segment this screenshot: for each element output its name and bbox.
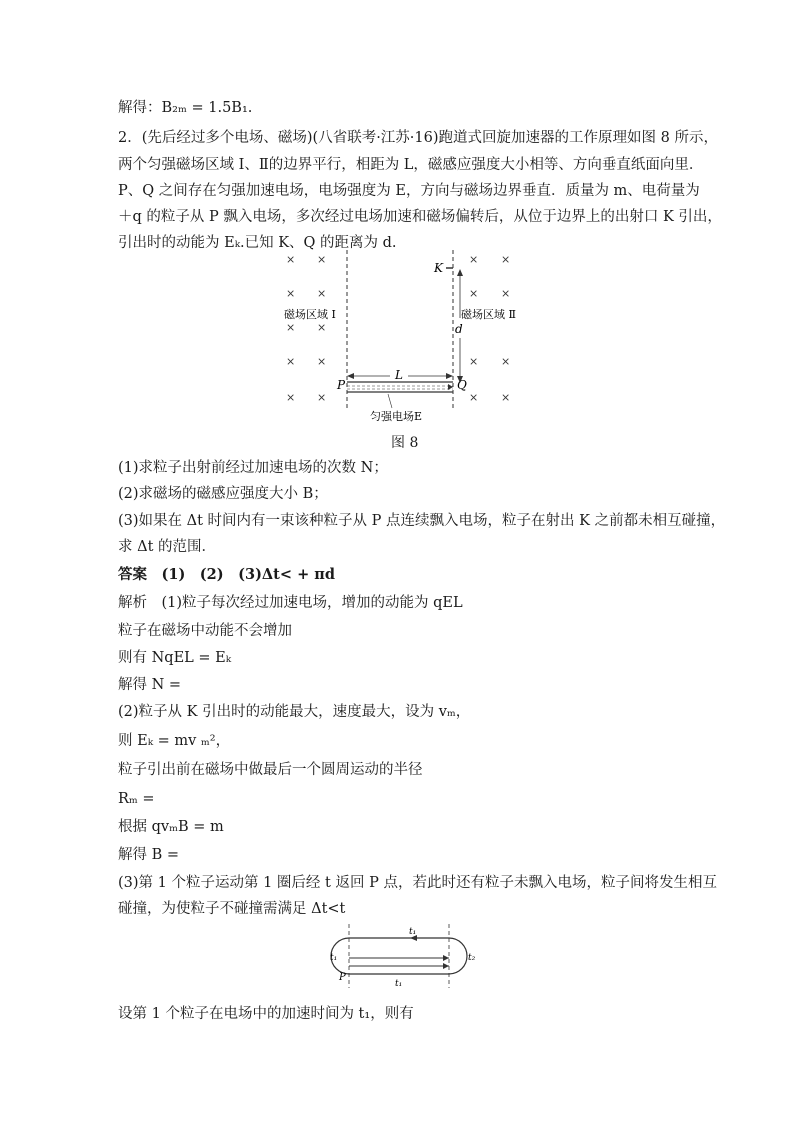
cross-mark: × <box>501 391 511 404</box>
field-label: 匀强电场E <box>370 410 423 423</box>
figure-8 <box>270 248 530 428</box>
text-line: ＋q 的粒子从 P 飘入电场，多次经过电场加速和磁场偏转后，从位于边界上的出射口 K 引出， <box>118 209 722 225</box>
arrow-up-icon <box>457 269 463 276</box>
arrow-right-icon <box>443 963 449 969</box>
text-line: 引出时的动能为 Eₖ.已知 K、Q 的距离为 d. <box>118 235 397 251</box>
text-line: (1)求粒子出射前经过加速电场的次数 N； <box>118 460 388 476</box>
cross-mark: × <box>286 391 296 404</box>
cross-mark: × <box>286 287 296 300</box>
text-line: 则有 NqEL = Eₖ <box>118 650 232 666</box>
text-line: (3)如果在 Δt 时间内有一束该种粒子从 P 点连续飘入电场，粒子在射出 K 之前都未相互碰撞， <box>118 513 726 529</box>
text-line: Rₘ = <box>118 791 155 807</box>
text-line: 求 Δt 的范围． <box>118 539 217 555</box>
cross-mark: × <box>501 287 511 300</box>
answer-line: 答案 (1) (2) (3)Δt< + πd <box>118 566 336 583</box>
text-line: (2)粒子从 K 引出时的动能最大，速度最大，设为 vₘ， <box>118 704 471 720</box>
cross-mark: × <box>469 355 479 368</box>
text-line: 解得 B = <box>118 847 180 863</box>
t1-top-label: t₁ <box>409 927 417 937</box>
text-line: 解得：B₂ₘ = 1.5B₁. <box>118 100 253 116</box>
text-line: P、Q 之间存在匀强加速电场，电场强度为 E，方向与磁场边界垂直．质量为 m、电荷量为 <box>118 183 700 199</box>
t1-left-label: t₁ <box>330 953 338 963</box>
text-line: 根据 qvₘB = m <box>118 819 224 835</box>
p-label: P <box>339 972 346 983</box>
t1-bottom-label: t₁ <box>395 979 403 989</box>
analysis-line: 解析 (1)粒子每次经过加速电场，增加的动能为 qEL <box>118 595 463 611</box>
region-1-label: 磁场区域 Ⅰ <box>284 308 336 321</box>
text-line: 解得 N = <box>118 677 182 693</box>
d-label: d <box>455 322 463 336</box>
l-label: L <box>395 368 403 382</box>
cross-mark: × <box>317 355 327 368</box>
cross-mark: × <box>286 355 296 368</box>
cross-mark: × <box>317 391 327 404</box>
text-line: 则 Eₖ = mv ₘ²， <box>118 733 231 749</box>
text-line: 碰撞，为使粒子不碰撞需满足 Δt<t <box>118 901 346 917</box>
cross-mark: × <box>317 321 327 334</box>
arrow-left-icon <box>347 373 354 379</box>
q-label: Q <box>457 378 467 392</box>
arrow-right-icon <box>443 955 449 961</box>
arrow-right-icon <box>446 373 453 379</box>
cross-mark: × <box>469 391 479 404</box>
cross-mark: × <box>317 253 327 266</box>
cross-mark: × <box>286 321 296 334</box>
cross-mark: × <box>286 253 296 266</box>
text-line: (3)第 1 个粒子运动第 1 圈后经 t 返回 P 点，若此时还有粒子未飘入电场，粒子间将发生相互 <box>118 875 717 891</box>
track-path <box>331 938 467 974</box>
t2-label: t₂ <box>468 953 476 963</box>
text-line: 设第 1 个粒子在电场中的加速时间为 t₁，则有 <box>118 1006 414 1022</box>
cross-mark: × <box>317 287 327 300</box>
k-label: K <box>434 261 443 275</box>
text-line: 2．(先后经过多个电场、磁场)(八省联考·江苏·16)跑道式回旋加速器的工作原理如图 8 所示， <box>118 130 718 146</box>
text-line: 粒子引出前在磁场中做最后一个圆周运动的半径 <box>118 762 423 778</box>
text-line: (2)求磁场的磁感应强度大小 B； <box>118 486 328 502</box>
cross-mark: × <box>469 287 479 300</box>
figure-caption: 图 8 <box>391 435 419 451</box>
region-2-label: 磁场区域 Ⅱ <box>461 308 516 321</box>
racetrack-figure <box>325 922 485 990</box>
text-line: 两个匀强磁场区域 Ⅰ、Ⅱ的边界平行，相距为 L，磁感应强度大小相等、方向垂直纸面向里． <box>118 157 704 173</box>
leader-line <box>388 394 392 408</box>
p-label: P <box>337 378 346 392</box>
cross-mark: × <box>501 355 511 368</box>
cross-mark: × <box>469 253 479 266</box>
cross-mark: × <box>501 253 511 266</box>
text-line: 粒子在磁场中动能不会增加 <box>118 623 292 639</box>
